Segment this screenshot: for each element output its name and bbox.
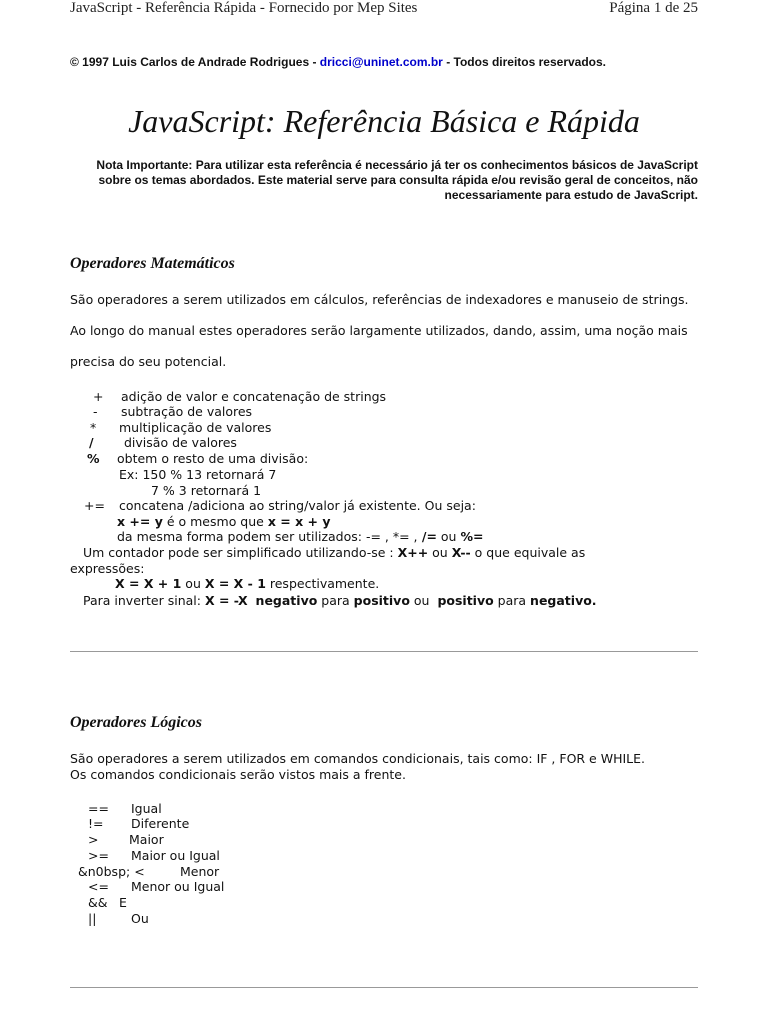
op-symbol: / xyxy=(89,435,94,450)
math-op-row xyxy=(93,389,103,404)
math-op-desc: divisão de valores xyxy=(124,435,237,450)
eq-mid: é o mesmo que xyxy=(162,514,268,529)
logic-op-desc: Igual xyxy=(131,801,162,816)
op-symbol: - xyxy=(93,404,98,419)
modulo-example-2: 7 % 3 retornará 1 xyxy=(151,483,262,498)
forms-text: da mesma forma podem ser utilizados: -= , *= , xyxy=(117,529,418,544)
expressions-line xyxy=(115,576,379,591)
counter-inc: X++ xyxy=(397,545,429,560)
concat-desc: concatena /adiciona ao string/valor já existente. Ou seja: xyxy=(119,498,476,513)
invert-neg: negativo xyxy=(255,593,318,608)
compound-forms-line xyxy=(117,529,483,544)
math-op-desc: multiplicação de valores xyxy=(119,420,272,435)
invert-para: para xyxy=(317,593,354,608)
forms-div: /= xyxy=(417,529,437,544)
eq-right: x = x + y xyxy=(267,514,331,529)
math-intro-3: precisa do seu potencial. xyxy=(70,354,227,369)
copyright-suffix: - Todos direitos reservados. xyxy=(442,55,607,69)
invert-pos: positivo xyxy=(353,593,410,608)
math-op-desc: subtração de valores xyxy=(121,404,253,419)
math-intro-1: São operadores a serem utilizados em cálculos, referências de indexadores e manuseio de strings. xyxy=(70,292,689,307)
invert-para2: para xyxy=(493,593,531,608)
counter-rest: o que equivale as xyxy=(470,545,586,560)
logic-op-desc: Ou xyxy=(131,911,149,926)
modulo-example-1: Ex: 150 % 13 retornará 7 xyxy=(119,467,277,482)
eq-left: x += y xyxy=(117,514,163,529)
logic-op-desc: Diferente xyxy=(131,816,190,831)
counter-line xyxy=(83,545,585,560)
logic-op-desc: Maior ou Igual xyxy=(131,848,220,863)
invert-ou: ou xyxy=(409,593,434,608)
op-symbol: % xyxy=(87,451,100,466)
math-op-row xyxy=(87,451,100,466)
logic-op-symbol: || xyxy=(88,911,97,926)
math-op-row xyxy=(93,404,98,419)
op-symbol: * xyxy=(90,420,97,435)
op-symbol: + xyxy=(93,389,104,404)
section-divider xyxy=(70,651,698,652)
equivalence-line xyxy=(117,514,330,529)
counter-text: Um contador pode ser simplificado utilizando-se : xyxy=(83,545,398,560)
math-op-desc: obtem o resto de uma divisão: xyxy=(117,451,309,466)
logic-op-symbol: >= xyxy=(88,848,109,863)
counter-or: ou xyxy=(428,545,452,560)
expr-1: X = X + 1 xyxy=(115,576,182,591)
logic-op-symbol: && xyxy=(88,895,108,910)
math-op-row xyxy=(89,435,94,450)
math-operators-heading: Operadores Matemáticos xyxy=(70,255,235,272)
counter-tail: expressões: xyxy=(70,561,145,576)
invert-text: Para inverter sinal: xyxy=(83,593,205,608)
logic-op-symbol: == xyxy=(88,801,109,816)
concat-symbol: += xyxy=(84,498,105,513)
math-op-desc: adição de valor e concatenação de strings xyxy=(121,389,387,404)
logic-op-desc: Menor xyxy=(180,864,220,879)
expr-or: ou xyxy=(181,576,205,591)
logic-op-desc: E xyxy=(119,895,127,910)
logic-op-symbol: > xyxy=(88,832,99,847)
logic-op-desc: Menor ou Igual xyxy=(131,879,225,894)
invert-sign-line xyxy=(83,593,597,608)
important-note: Nota Importante: Para utilizar esta referência é necessário já ter os conhecimentos básicos de JavaScript sobre os temas abordados. Este material serve para consulta rápida e/ou revisão geral de conceitos, não necessariamente para estudo de JavaScript. xyxy=(96,158,698,202)
logic-op-symbol: != xyxy=(88,816,104,831)
invert-pos2: positivo xyxy=(437,593,494,608)
invert-neg2: negativo. xyxy=(530,593,597,608)
invert-expr: X = -X xyxy=(204,593,248,608)
counter-dec: X-- xyxy=(451,545,471,560)
forms-mod: %= xyxy=(460,529,484,544)
logic-intro-1: São operadores a serem utilizados em comandos condicionais, tais como: IF , FOR e WHILE. xyxy=(70,751,646,766)
copyright-prefix: © 1997 Luis Carlos de Andrade Rodrigues - xyxy=(70,55,320,69)
expr-2: X = X - 1 xyxy=(204,576,266,591)
page-indicator: Página 1 de 25 xyxy=(609,0,698,16)
math-op-row xyxy=(90,420,96,435)
logic-op-symbol: <= xyxy=(88,879,109,894)
copyright-line xyxy=(70,55,606,69)
logic-intro-2: Os comandos condicionais serão vistos mais a frente. xyxy=(70,767,406,782)
document-title: JavaScript - Referência Rápida - Fornecido por Mep Sites xyxy=(70,0,418,16)
expr-rest: respectivamente. xyxy=(265,576,380,591)
email-link[interactable]: dricci@uninet.com.br xyxy=(319,55,443,69)
section-divider xyxy=(70,987,698,988)
page-title: JavaScript: Referência Básica e Rápida xyxy=(128,103,640,139)
logic-operators-heading: Operadores Lógicos xyxy=(70,714,202,731)
logic-op-symbol: &n0bsp; < xyxy=(78,864,145,879)
forms-or: ou xyxy=(436,529,461,544)
logic-op-desc: Maior xyxy=(129,832,164,847)
math-intro-2: Ao longo do manual estes operadores serão largamente utilizados, dando, assim, uma noção mais xyxy=(70,323,688,338)
